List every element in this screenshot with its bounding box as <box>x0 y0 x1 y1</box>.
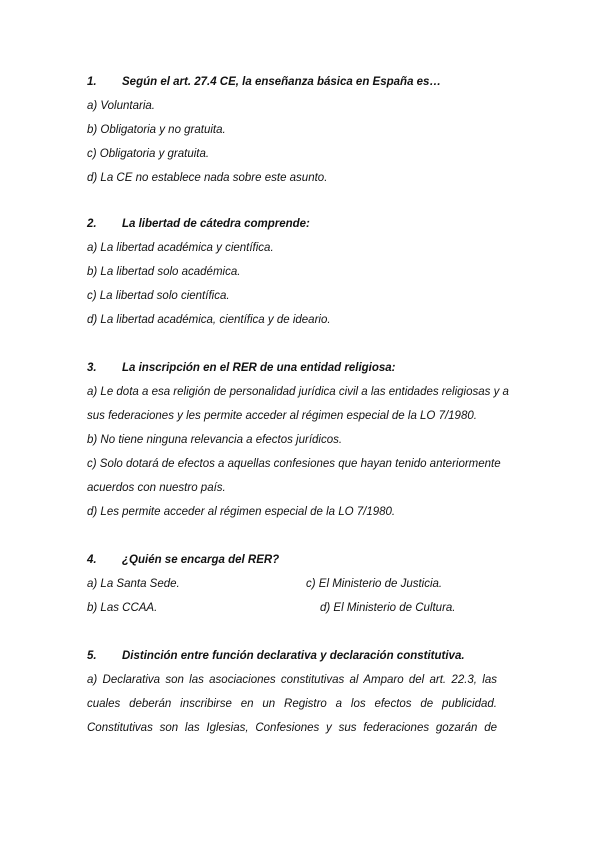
question-4-option-c: c) El Ministerio de Justicia. <box>306 578 443 590</box>
question-2-option-b: b) La libertad solo académica. <box>87 266 241 278</box>
question-1-option-c: c) Obligatoria y gratuita. <box>87 148 210 160</box>
question-5-option-a: a) Declarativa son las asociaciones constitutivas al Amparo del art. 22.3, las cuales deberán inscribirse en un Registro a los efectos de publicidad. Constitutivas son las Iglesias, Confesiones y sus federaciones gozarán de <box>87 674 497 734</box>
question-3-option-d: d) Les permite acceder al régimen especial de la LO 7/1980. <box>87 506 396 518</box>
question-2-option-d: d) La libertad académica, científica y de ideario. <box>87 314 331 326</box>
question-2-option-a: a) La libertad académica y científica. <box>87 242 274 254</box>
question-2 <box>87 212 517 332</box>
question-3-option-a: a) Le dota a esa religión de personalidad jurídica civil a las entidades religiosas y a sus federaciones y les permite acceder al régimen especial de la LO 7/1980. <box>87 386 509 422</box>
question-4-options-row-1 <box>87 572 517 596</box>
question-2-option-c: c) La libertad solo científica. <box>87 290 230 302</box>
question-1-option-d: d) La CE no establece nada sobre este asunto. <box>87 172 328 184</box>
question-4-title: 4. ¿Quién se encarga del RER? <box>87 548 517 572</box>
question-3-option-b: b) No tiene ninguna relevancia a efectos jurídicos. <box>87 434 343 446</box>
question-4-options-row-2 <box>87 596 517 620</box>
question-2-title: 2. La libertad de cátedra comprende: <box>87 212 517 236</box>
question-5-number: 5. <box>87 650 97 662</box>
question-5 <box>87 644 517 740</box>
question-3 <box>87 356 517 524</box>
question-4-number: 4. <box>87 554 97 566</box>
question-1 <box>87 70 517 190</box>
question-1-title: 1. Según el art. 27.4 CE, la enseñanza básica en España es… <box>87 70 517 94</box>
question-4-option-d: d) El Ministerio de Cultura. <box>320 602 456 614</box>
question-4-option-b: b) Las CCAA. <box>87 602 158 614</box>
question-1-option-a: a) Voluntaria. <box>87 100 155 112</box>
question-2-number: 2. <box>87 218 97 230</box>
question-4 <box>87 548 517 620</box>
question-1-option-b: b) Obligatoria y no gratuita. <box>87 124 226 136</box>
question-5-title: 5. Distinción entre función declarativa y declaración constitutiva. <box>87 644 517 668</box>
question-1-number: 1. <box>87 76 97 88</box>
question-3-option-c: c) Solo dotará de efectos a aquellas confesiones que hayan tenido anteriormente acuerdos con nuestro país. <box>87 458 501 494</box>
question-3-title: 3. La inscripción en el RER de una entidad religiosa: <box>87 356 517 380</box>
question-4-option-a: a) La Santa Sede. <box>87 578 180 590</box>
question-3-number: 3. <box>87 362 97 374</box>
